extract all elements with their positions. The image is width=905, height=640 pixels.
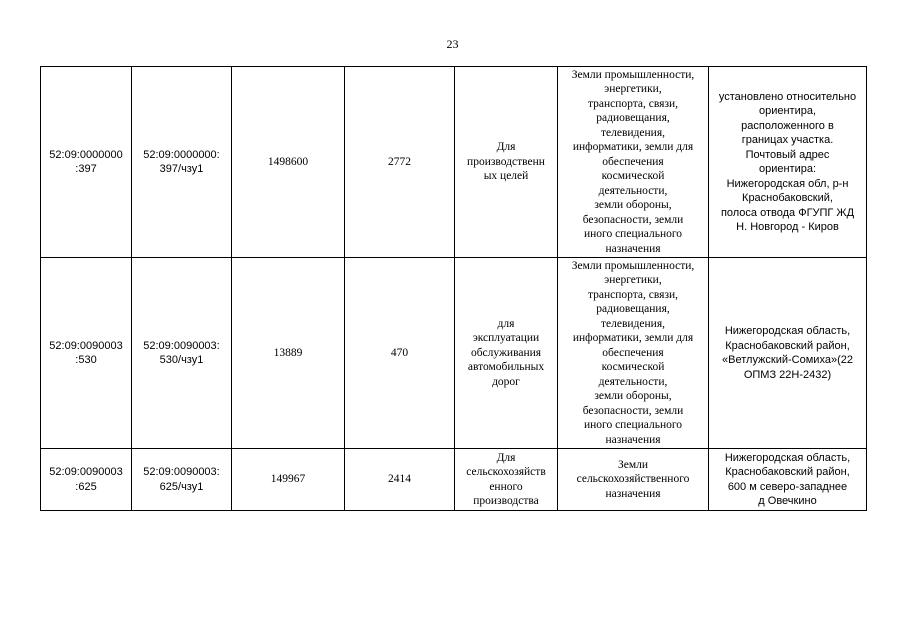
cell-line: транспорта, связи, <box>587 97 679 110</box>
cell-line: деятельности, <box>598 375 668 388</box>
area-total-cell: 13889 <box>232 258 345 449</box>
cell-line: иного специального <box>583 228 683 241</box>
cell-line: 52:09:0090003 <box>49 466 123 478</box>
cell-line: Земли промышленности, <box>571 68 695 81</box>
cadastral-number-cell <box>41 67 132 258</box>
cell-line: обеспечения <box>602 346 664 359</box>
cell-line: Для <box>496 451 516 464</box>
cell-line: сельскохозяйств <box>466 466 546 478</box>
area-part-cell: 2414 <box>345 449 455 511</box>
area-part-cell: 470 <box>345 258 455 449</box>
cell-line: ориентира: <box>758 163 817 175</box>
cell-line: безопасности, земли <box>582 213 684 226</box>
cell-line: автомобильных <box>467 361 545 374</box>
cell-line: Земли <box>617 458 649 471</box>
cell-line: Почтовый адрес <box>745 148 830 161</box>
cell-line: обслуживания <box>470 346 542 359</box>
cell-line: энергетики, <box>604 274 662 287</box>
cell-line: Нижегородская область, <box>724 325 851 337</box>
cell-line: обеспечения <box>602 155 664 168</box>
cell-line: 397/чзу1 <box>159 163 204 175</box>
cell-line: 52:09:0090003: <box>143 466 220 478</box>
cell-line: 52:09:0000000 <box>49 148 123 161</box>
cell-line: д Овечкино <box>758 495 817 507</box>
cell-line: Краснобаковский, <box>742 192 833 204</box>
cell-line: энергетики, <box>604 83 662 96</box>
cadastral-number-cell <box>41 449 132 511</box>
cell-line: телевидения, <box>601 317 665 330</box>
cell-line: полоса отвода ФГУПГ ЖД <box>720 206 855 219</box>
cell-line: информатики, земли для <box>572 332 694 345</box>
cell-line: :530 <box>75 354 97 366</box>
purpose-cell <box>455 449 558 511</box>
cadastral-number-cell <box>41 258 132 449</box>
cell-line: радиовещания, <box>596 303 670 316</box>
cell-line: космической <box>601 361 665 374</box>
cell-line: енного <box>489 480 523 493</box>
cell-line: дорог <box>492 375 520 388</box>
cell-line: Краснобаковский район, <box>725 466 850 478</box>
cell-line: 600 м северо-западнее <box>727 480 848 493</box>
registry-number-cell <box>132 67 232 258</box>
table-row <box>41 67 867 258</box>
cell-line: Нижегородская область, <box>724 451 851 464</box>
cell-line: 530/чзу1 <box>159 354 204 366</box>
cell-line: информатики, земли для <box>572 141 694 154</box>
cell-line: назначения <box>605 487 661 500</box>
purpose-cell <box>455 67 558 258</box>
cell-line: «Ветлужский-Сомиха»(22 <box>722 354 853 366</box>
cell-line: установлено относительно <box>718 90 857 103</box>
cell-line: границах участка. <box>741 134 834 146</box>
cell-line: назначения <box>605 242 661 255</box>
land-plots-table <box>40 66 867 511</box>
cell-line: телевидения, <box>601 126 665 139</box>
land-category-cell <box>558 449 709 511</box>
table-row <box>41 258 867 449</box>
cell-line: безопасности, земли <box>582 404 684 417</box>
cell-line: производства <box>473 495 539 507</box>
location-cell <box>709 449 867 511</box>
cell-line: расположенного в <box>741 119 834 132</box>
cell-line: :397 <box>75 163 97 175</box>
cell-line: Нижегородская обл, р-н <box>726 177 849 190</box>
cell-line: Для <box>496 141 516 154</box>
purpose-cell <box>455 258 558 449</box>
cell-line: назначения <box>605 433 661 446</box>
registry-number-cell <box>132 258 232 449</box>
land-category-cell <box>558 258 709 449</box>
cell-line: Н. Новгород - Киров <box>736 221 839 233</box>
cell-line: Земли промышленности, <box>571 259 695 272</box>
cell-line: земли обороны, <box>594 199 672 212</box>
area-total-cell: 1498600 <box>232 67 345 258</box>
cell-line: транспорта, связи, <box>587 288 679 301</box>
cell-line: деятельности, <box>598 184 668 197</box>
cell-line: 52:09:0090003 <box>49 339 123 352</box>
registry-number-cell <box>132 449 232 511</box>
area-part-cell: 2772 <box>345 67 455 258</box>
cell-line: Краснобаковский район, <box>725 339 850 352</box>
table-row <box>41 449 867 511</box>
cell-line: сельскохозяйственного <box>576 473 690 486</box>
cell-line: производственн <box>467 155 545 168</box>
cell-line: 52:09:0090003: <box>143 339 220 352</box>
cell-line: :625 <box>75 480 97 493</box>
area-total-cell: 149967 <box>232 449 345 511</box>
cell-line: ых целей <box>483 170 529 183</box>
cell-line: 625/чзу1 <box>159 480 204 493</box>
cell-line: иного специального <box>583 419 683 432</box>
cell-line: эксплуатации <box>472 332 540 345</box>
cell-line: 52:09:0000000: <box>143 148 220 161</box>
cell-line: радиовещания, <box>596 112 670 125</box>
page-number: 23 <box>446 37 459 51</box>
location-cell <box>709 67 867 258</box>
land-category-cell <box>558 67 709 258</box>
cell-line: для <box>497 317 515 330</box>
cell-line: космической <box>601 170 665 183</box>
cell-line: ОПМЗ 22Н-2432) <box>743 368 832 381</box>
cell-line: ориентира, <box>758 105 817 117</box>
cell-line: земли обороны, <box>594 390 672 403</box>
location-cell <box>709 258 867 449</box>
